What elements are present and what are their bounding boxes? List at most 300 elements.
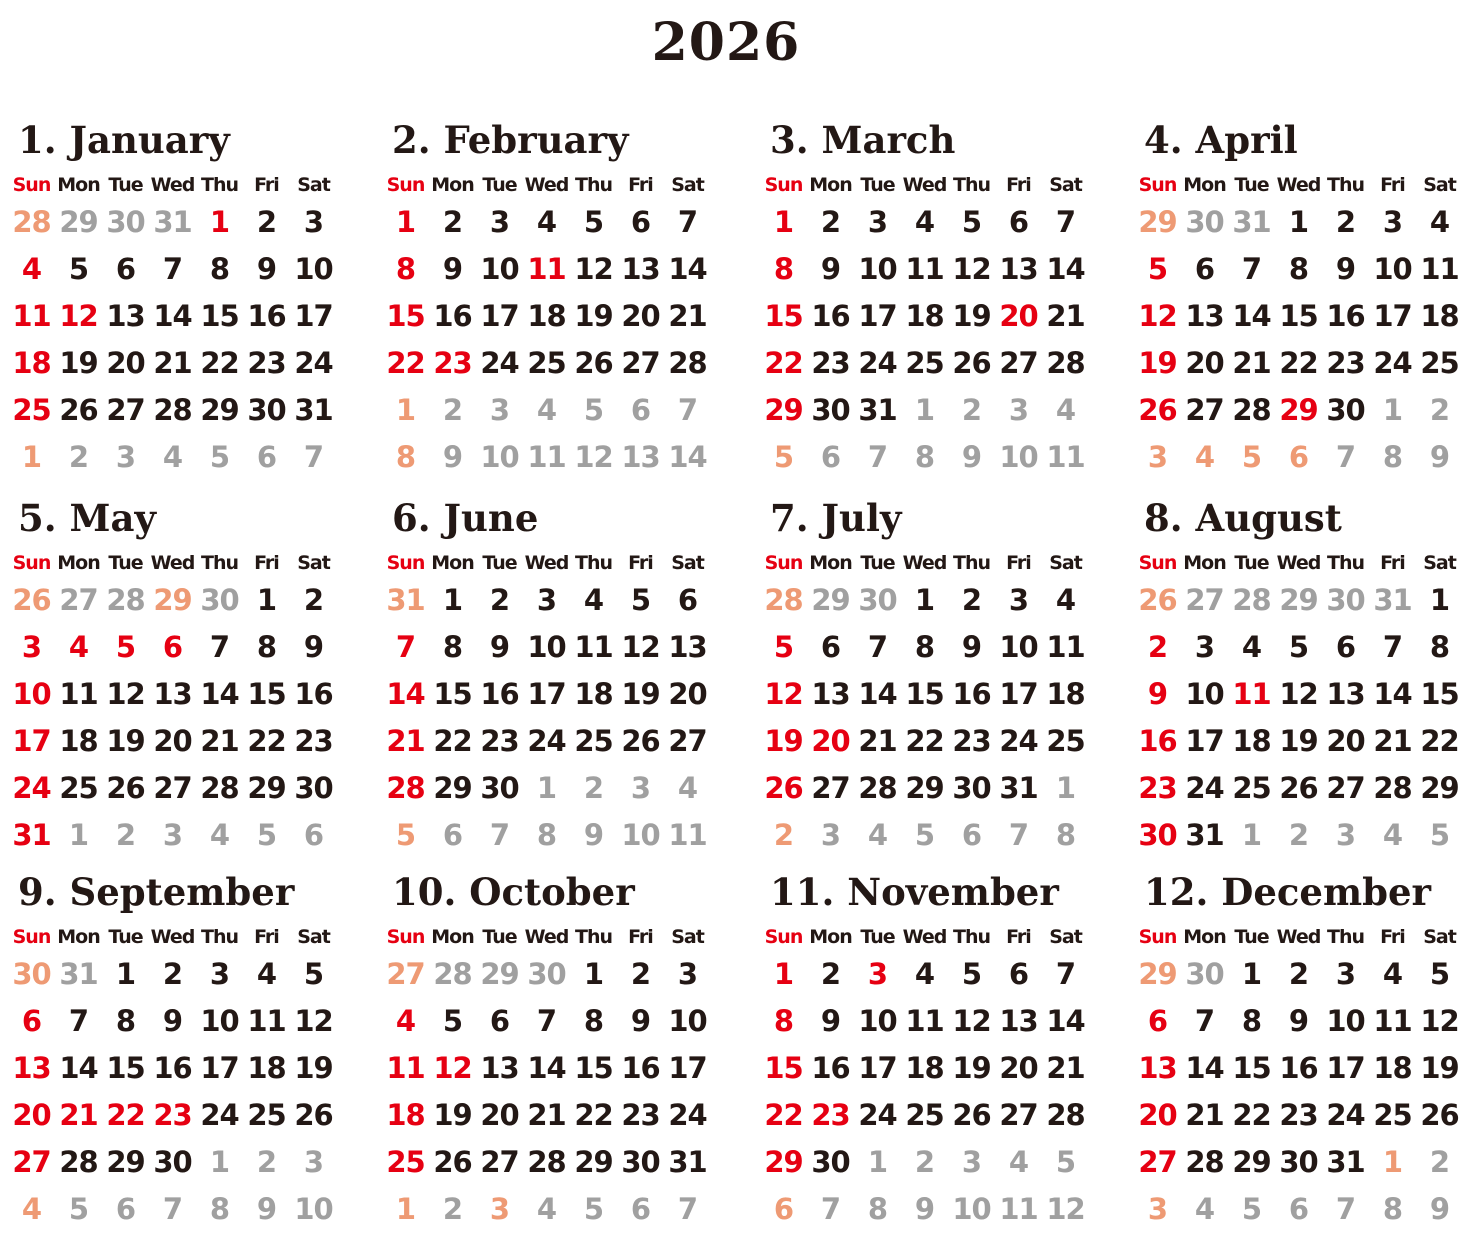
day-cell: 1 <box>1055 770 1076 805</box>
day-cell: 8 <box>773 251 794 286</box>
week-row <box>760 670 1090 717</box>
weekday-label: Sun <box>12 926 51 948</box>
day-cell: 26 <box>59 392 98 427</box>
weekday-label: Sat <box>297 174 330 196</box>
day-cell: 14 <box>668 439 707 474</box>
week-row <box>760 811 1090 858</box>
day-cell: 21 <box>668 298 707 333</box>
day-cell: 11 <box>1232 676 1271 711</box>
weekday-label: Fri <box>628 552 653 574</box>
day-cell: 3 <box>1147 439 1168 474</box>
day-cell: 30 <box>480 770 519 805</box>
day-cell: 16 <box>153 1050 192 1085</box>
day-cell: 18 <box>1420 298 1459 333</box>
day-cell: 23 <box>1138 770 1177 805</box>
day-cell: 27 <box>621 345 660 380</box>
day-cell: 19 <box>574 298 613 333</box>
day-cell: 13 <box>999 251 1038 286</box>
day-cell: 16 <box>247 298 286 333</box>
day-cell: 19 <box>952 1050 991 1085</box>
day-cell: 19 <box>1138 345 1177 380</box>
year-title: 2026 <box>651 12 801 73</box>
day-cell: 28 <box>1046 1097 1085 1132</box>
day-cell: 9 <box>820 1003 841 1038</box>
day-cell: 21 <box>1373 723 1412 758</box>
day-cell: 6 <box>1335 629 1356 664</box>
day-cell: 10 <box>668 1003 707 1038</box>
day-cell: 9 <box>1335 251 1356 286</box>
day-cell: 8 <box>914 629 935 664</box>
day-cell: 31 <box>1373 582 1412 617</box>
weekday-label: Mon <box>57 174 100 196</box>
day-cell: 4 <box>1055 392 1076 427</box>
day-cell: 7 <box>395 629 416 664</box>
day-cell: 30 <box>1326 582 1365 617</box>
day-cell: 4 <box>536 392 557 427</box>
weekday-label: Tue <box>482 926 517 948</box>
day-cell: 22 <box>764 1097 803 1132</box>
day-cell: 22 <box>1279 345 1318 380</box>
day-cell: 6 <box>961 817 982 852</box>
day-cell: 20 <box>999 298 1038 333</box>
day-cell: 15 <box>386 298 425 333</box>
day-cell: 7 <box>1335 439 1356 474</box>
day-cell: 11 <box>668 817 707 852</box>
day-cell: 18 <box>574 676 613 711</box>
day-cell: 5 <box>1055 1144 1076 1179</box>
day-cell: 28 <box>106 582 145 617</box>
week-row <box>760 717 1090 764</box>
weekday-label: Wed <box>150 926 195 948</box>
day-cell: 3 <box>209 956 230 991</box>
day-cell: 20 <box>668 676 707 711</box>
day-cell: 27 <box>59 582 98 617</box>
day-cell: 16 <box>1279 1050 1318 1085</box>
week-row <box>760 386 1090 433</box>
day-cell: 4 <box>867 817 888 852</box>
week-row <box>760 245 1090 292</box>
day-cell: 13 <box>668 629 707 664</box>
day-cell: 9 <box>256 1191 277 1226</box>
day-cell: 2 <box>583 770 604 805</box>
day-cell: 23 <box>294 723 333 758</box>
day-cell: 1 <box>1288 204 1309 239</box>
day-cell: 16 <box>1138 723 1177 758</box>
day-cell: 26 <box>952 1097 991 1132</box>
day-cell: 28 <box>12 204 51 239</box>
day-cell: 17 <box>858 1050 897 1085</box>
week-row <box>1134 764 1464 811</box>
day-cell: 15 <box>1420 676 1459 711</box>
day-cell: 1 <box>395 204 416 239</box>
day-cell: 28 <box>1046 345 1085 380</box>
day-cell: 7 <box>162 251 183 286</box>
day-cell: 9 <box>914 1191 935 1226</box>
weekday-label: Tue <box>860 926 895 948</box>
day-cell: 26 <box>433 1144 472 1179</box>
weekday-header <box>382 174 712 198</box>
day-cell: 6 <box>773 1191 794 1226</box>
day-cell: 7 <box>1055 956 1076 991</box>
week-row <box>8 386 338 433</box>
weekday-label: Fri <box>1006 174 1031 196</box>
day-cell: 21 <box>59 1097 98 1132</box>
day-cell: 25 <box>574 723 613 758</box>
day-cell: 2 <box>961 392 982 427</box>
day-cell: 27 <box>999 345 1038 380</box>
day-cell: 2 <box>961 582 982 617</box>
day-cell: 4 <box>677 770 698 805</box>
week-row <box>382 433 712 480</box>
day-cell: 14 <box>200 676 239 711</box>
day-cell: 4 <box>536 204 557 239</box>
day-cell: 9 <box>1429 1191 1450 1226</box>
week-row <box>1134 950 1464 997</box>
week-row <box>8 670 338 717</box>
month-days-grid <box>760 552 1090 858</box>
day-cell: 29 <box>59 204 98 239</box>
day-cell: 2 <box>442 1191 463 1226</box>
week-row <box>8 433 338 480</box>
day-cell: 9 <box>162 1003 183 1038</box>
week-row <box>382 623 712 670</box>
month-title: 5. May <box>18 496 156 540</box>
weekday-label: Thu <box>200 926 238 948</box>
day-cell: 1 <box>1241 817 1262 852</box>
day-cell: 10 <box>527 629 566 664</box>
day-cell: 6 <box>820 439 841 474</box>
day-cell: 5 <box>1429 956 1450 991</box>
day-cell: 28 <box>433 956 472 991</box>
day-cell: 6 <box>1194 251 1215 286</box>
day-cell: 3 <box>489 204 510 239</box>
day-cell: 21 <box>386 723 425 758</box>
day-cell: 12 <box>574 439 613 474</box>
day-cell: 18 <box>12 345 51 380</box>
day-cell: 14 <box>1046 1003 1085 1038</box>
day-cell: 12 <box>1046 1191 1085 1226</box>
day-cell: 9 <box>442 439 463 474</box>
day-cell: 18 <box>905 298 944 333</box>
day-cell: 7 <box>677 1191 698 1226</box>
day-cell: 29 <box>764 392 803 427</box>
day-cell: 12 <box>1138 298 1177 333</box>
day-cell: 9 <box>583 817 604 852</box>
day-cell: 24 <box>527 723 566 758</box>
day-cell: 3 <box>489 392 510 427</box>
day-cell: 15 <box>905 676 944 711</box>
day-cell: 19 <box>106 723 145 758</box>
weekday-label: Wed <box>902 926 947 948</box>
day-cell: 5 <box>773 439 794 474</box>
day-cell: 5 <box>68 1191 89 1226</box>
day-cell: 2 <box>1288 956 1309 991</box>
day-cell: 1 <box>1429 582 1450 617</box>
day-cell: 17 <box>1185 723 1224 758</box>
day-cell: 22 <box>1232 1097 1271 1132</box>
month-block <box>760 870 1100 1240</box>
week-row <box>8 1091 338 1138</box>
day-cell: 30 <box>811 392 850 427</box>
week-row <box>382 1091 712 1138</box>
day-cell: 4 <box>1241 629 1262 664</box>
week-row <box>382 811 712 858</box>
day-cell: 19 <box>764 723 803 758</box>
day-cell: 16 <box>294 676 333 711</box>
day-cell: 7 <box>1335 1191 1356 1226</box>
day-cell: 2 <box>442 204 463 239</box>
day-cell: 6 <box>677 582 698 617</box>
week-row <box>760 623 1090 670</box>
day-cell: 4 <box>21 251 42 286</box>
day-cell: 8 <box>256 629 277 664</box>
day-cell: 28 <box>527 1144 566 1179</box>
day-cell: 30 <box>811 1144 850 1179</box>
month-block <box>8 118 348 488</box>
day-cell: 24 <box>1373 345 1412 380</box>
day-cell: 25 <box>12 392 51 427</box>
day-cell: 27 <box>999 1097 1038 1132</box>
day-cell: 5 <box>303 956 324 991</box>
month-title: 10. October <box>392 870 635 914</box>
weekday-label: Fri <box>254 552 279 574</box>
week-row <box>1134 811 1464 858</box>
day-cell: 22 <box>386 345 425 380</box>
day-cell: 28 <box>1232 392 1271 427</box>
day-cell: 22 <box>1420 723 1459 758</box>
day-cell: 28 <box>1185 1144 1224 1179</box>
day-cell: 9 <box>303 629 324 664</box>
week-row <box>382 386 712 433</box>
day-cell: 20 <box>106 345 145 380</box>
day-cell: 5 <box>1241 1191 1262 1226</box>
weekday-label: Thu <box>952 552 990 574</box>
day-cell: 28 <box>386 770 425 805</box>
day-cell: 24 <box>200 1097 239 1132</box>
weekday-label: Mon <box>1183 174 1226 196</box>
day-cell: 9 <box>820 251 841 286</box>
day-cell: 7 <box>209 629 230 664</box>
weekday-label: Tue <box>860 174 895 196</box>
week-row <box>8 950 338 997</box>
day-cell: 14 <box>527 1050 566 1085</box>
week-row <box>8 339 338 386</box>
day-cell: 31 <box>12 817 51 852</box>
week-row <box>382 339 712 386</box>
day-cell: 6 <box>1288 439 1309 474</box>
week-row <box>760 198 1090 245</box>
day-cell: 3 <box>489 1191 510 1226</box>
day-cell: 29 <box>200 392 239 427</box>
day-cell: 2 <box>1429 392 1450 427</box>
week-row <box>760 433 1090 480</box>
day-cell: 3 <box>1382 204 1403 239</box>
day-cell: 20 <box>12 1097 51 1132</box>
month-block <box>382 870 722 1240</box>
week-row <box>760 576 1090 623</box>
day-cell: 9 <box>961 629 982 664</box>
week-row <box>382 997 712 1044</box>
day-cell: 5 <box>773 629 794 664</box>
weekday-label: Sat <box>1423 552 1456 574</box>
day-cell: 25 <box>1373 1097 1412 1132</box>
day-cell: 6 <box>630 1191 651 1226</box>
day-cell: 10 <box>1326 1003 1365 1038</box>
week-row <box>760 950 1090 997</box>
day-cell: 7 <box>1055 204 1076 239</box>
day-cell: 16 <box>1326 298 1365 333</box>
week-row <box>8 245 338 292</box>
week-row <box>760 1091 1090 1138</box>
day-cell: 8 <box>914 439 935 474</box>
weekday-label: Mon <box>809 174 852 196</box>
day-cell: 12 <box>106 676 145 711</box>
day-cell: 26 <box>1138 392 1177 427</box>
month-block <box>382 118 722 488</box>
week-row <box>382 1185 712 1232</box>
day-cell: 23 <box>952 723 991 758</box>
day-cell: 5 <box>583 1191 604 1226</box>
day-cell: 29 <box>1138 204 1177 239</box>
day-cell: 28 <box>200 770 239 805</box>
weekday-label: Fri <box>1380 926 1405 948</box>
day-cell: 30 <box>200 582 239 617</box>
month-title: 1. January <box>18 118 230 162</box>
day-cell: 2 <box>115 817 136 852</box>
day-cell: 4 <box>21 1191 42 1226</box>
day-cell: 30 <box>1138 817 1177 852</box>
day-cell: 11 <box>905 1003 944 1038</box>
day-cell: 25 <box>905 1097 944 1132</box>
week-row <box>382 1138 712 1185</box>
month-days-grid <box>8 174 338 480</box>
month-days-grid <box>8 552 338 858</box>
day-cell: 24 <box>999 723 1038 758</box>
day-cell: 7 <box>303 439 324 474</box>
day-cell: 11 <box>386 1050 425 1085</box>
weekday-header <box>1134 926 1464 950</box>
week-row <box>8 1044 338 1091</box>
weekday-label: Thu <box>1326 926 1364 948</box>
weekday-label: Thu <box>200 174 238 196</box>
weekday-label: Sat <box>1423 174 1456 196</box>
day-cell: 8 <box>1382 1191 1403 1226</box>
week-row <box>8 1138 338 1185</box>
weekday-label: Sat <box>671 552 704 574</box>
day-cell: 29 <box>153 582 192 617</box>
day-cell: 5 <box>583 392 604 427</box>
day-cell: 14 <box>1373 676 1412 711</box>
weekday-header <box>382 552 712 576</box>
day-cell: 30 <box>247 392 286 427</box>
day-cell: 29 <box>106 1144 145 1179</box>
day-cell: 10 <box>858 1003 897 1038</box>
day-cell: 1 <box>1382 1144 1403 1179</box>
week-row <box>8 623 338 670</box>
day-cell: 4 <box>256 956 277 991</box>
weekday-label: Mon <box>1183 552 1226 574</box>
week-row <box>1134 292 1464 339</box>
day-cell: 4 <box>1429 204 1450 239</box>
month-days-grid <box>382 174 712 480</box>
day-cell: 31 <box>999 770 1038 805</box>
week-row <box>760 1044 1090 1091</box>
month-title: 4. April <box>1144 118 1298 162</box>
day-cell: 13 <box>106 298 145 333</box>
day-cell: 4 <box>536 1191 557 1226</box>
day-cell: 24 <box>12 770 51 805</box>
day-cell: 13 <box>153 676 192 711</box>
day-cell: 2 <box>820 956 841 991</box>
day-cell: 2 <box>630 956 651 991</box>
day-cell: 2 <box>442 392 463 427</box>
weekday-label: Tue <box>1234 174 1269 196</box>
day-cell: 8 <box>442 629 463 664</box>
day-cell: 27 <box>1185 582 1224 617</box>
week-row <box>1134 670 1464 717</box>
day-cell: 18 <box>1373 1050 1412 1085</box>
weekday-label: Thu <box>574 926 612 948</box>
weekday-label: Wed <box>524 926 569 948</box>
day-cell: 12 <box>952 1003 991 1038</box>
day-cell: 6 <box>256 439 277 474</box>
day-cell: 1 <box>209 1144 230 1179</box>
week-row <box>1134 1091 1464 1138</box>
weekday-label: Fri <box>1006 926 1031 948</box>
day-cell: 13 <box>1326 676 1365 711</box>
day-cell: 9 <box>1429 439 1450 474</box>
day-cell: 26 <box>1420 1097 1459 1132</box>
day-cell: 7 <box>1241 251 1262 286</box>
day-cell: 29 <box>247 770 286 805</box>
day-cell: 5 <box>209 439 230 474</box>
day-cell: 20 <box>621 298 660 333</box>
day-cell: 8 <box>1288 251 1309 286</box>
day-cell: 9 <box>961 439 982 474</box>
day-cell: 23 <box>811 1097 850 1132</box>
day-cell: 4 <box>395 1003 416 1038</box>
day-cell: 4 <box>1194 1191 1215 1226</box>
day-cell: 2 <box>820 204 841 239</box>
day-cell: 2 <box>256 1144 277 1179</box>
day-cell: 20 <box>1185 345 1224 380</box>
weekday-label: Sun <box>386 552 425 574</box>
weekday-label: Mon <box>809 926 852 948</box>
day-cell: 20 <box>480 1097 519 1132</box>
day-cell: 1 <box>773 956 794 991</box>
weekday-label: Thu <box>200 552 238 574</box>
day-cell: 29 <box>764 1144 803 1179</box>
day-cell: 19 <box>621 676 660 711</box>
day-cell: 10 <box>294 1191 333 1226</box>
weekday-label: Tue <box>108 552 143 574</box>
month-title: 6. June <box>392 496 539 540</box>
day-cell: 3 <box>1335 956 1356 991</box>
day-cell: 11 <box>59 676 98 711</box>
day-cell: 2 <box>1147 629 1168 664</box>
day-cell: 6 <box>1008 956 1029 991</box>
day-cell: 21 <box>1232 345 1271 380</box>
day-cell: 30 <box>1326 392 1365 427</box>
day-cell: 25 <box>386 1144 425 1179</box>
day-cell: 11 <box>1373 1003 1412 1038</box>
day-cell: 6 <box>820 629 841 664</box>
day-cell: 2 <box>162 956 183 991</box>
day-cell: 6 <box>21 1003 42 1038</box>
month-block <box>1134 870 1474 1240</box>
weekday-header <box>8 174 338 198</box>
day-cell: 3 <box>303 204 324 239</box>
